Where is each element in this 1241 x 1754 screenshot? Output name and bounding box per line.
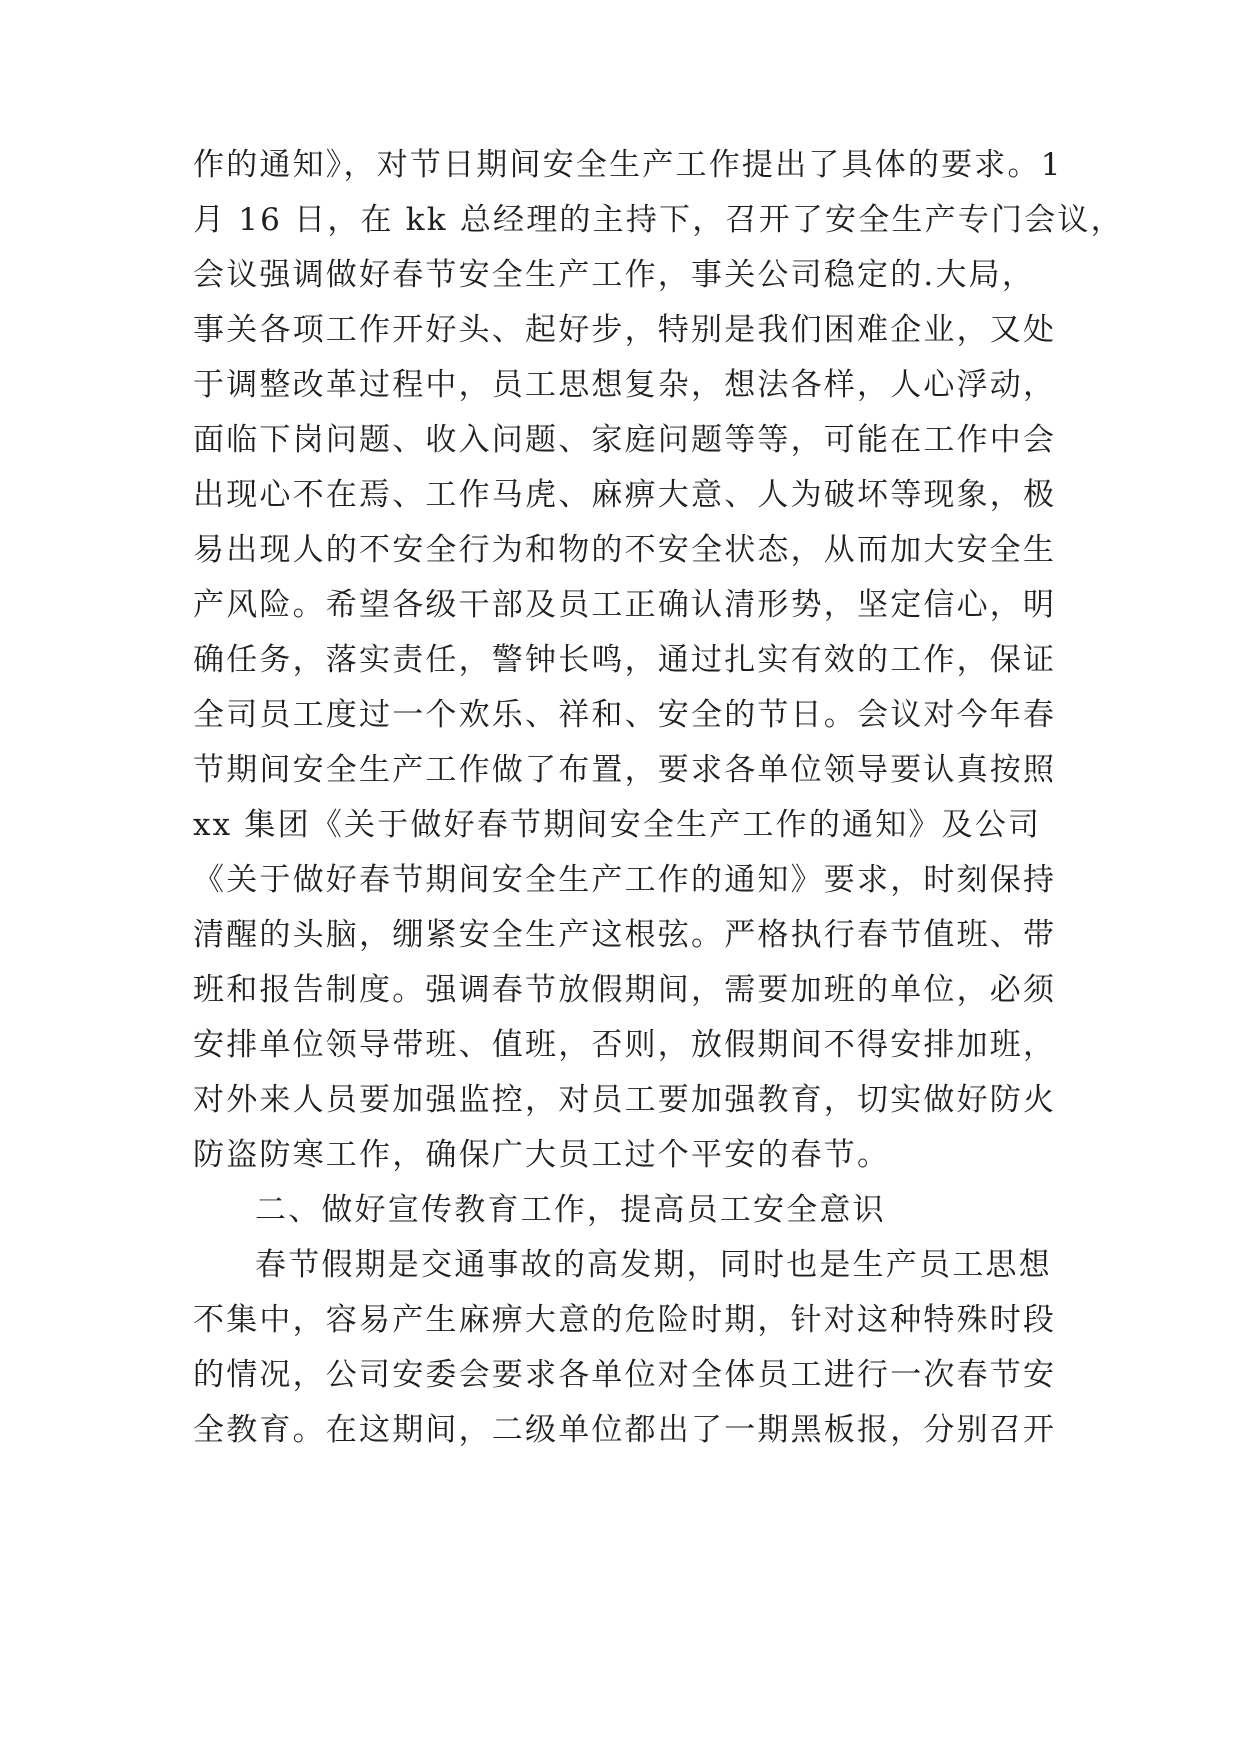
text-line: 的情况，公司安委会要求各单位对全体员工进行一次春节安	[193, 1357, 1057, 1393]
section-heading: 二、做好宣传教育工作，提高员工安全意识	[255, 1192, 886, 1228]
text-line: 节期间安全生产工作做了布置，要求各单位领导要认真按照	[193, 752, 1057, 788]
text-line: 于调整改革过程中，员工思想复杂，想法各样，人心浮动，	[193, 367, 1057, 403]
text-line: 对外来人员要加强监控，对员工要加强教育，切实做好防火	[193, 1082, 1057, 1118]
text-line: 防盗防寒工作，确保广大员工过个平安的春节。	[193, 1137, 891, 1173]
text-line: 安排单位领导带班、值班，否则，放假期间不得安排加班，	[193, 1027, 1057, 1063]
text-line: 作的通知》，对节日期间安全生产工作提出了具体的要求。1	[193, 147, 1063, 183]
text-line: 事关各项工作开好头、起好步，特别是我们困难企业，又处	[193, 312, 1057, 348]
text-line: 《关于做好春节期间安全生产工作的通知》要求，时刻保持	[193, 862, 1057, 898]
text-line: 确任务，落实责任，警钟长鸣，通过扎实有效的工作，保证	[193, 642, 1057, 678]
text-line: 易出现人的不安全行为和物的不安全状态，从而加大安全生	[193, 532, 1057, 568]
text-line: 月 16 日，在 kk 总经理的主持下，召开了安全生产专门会议，	[193, 202, 1124, 238]
text-line: 产风险。希望各级干部及员工正确认清形势，坚定信心，明	[193, 587, 1057, 623]
text-line: 全教育。在这期间，二级单位都出了一期黑板报，分别召开	[193, 1412, 1057, 1448]
text-line: 不集中，容易产生麻痹大意的危险时期，针对这种特殊时段	[193, 1302, 1057, 1338]
text-line: xx 集团《关于做好春节期间安全生产工作的通知》及公司	[193, 807, 1042, 843]
text-line: 全司员工度过一个欢乐、祥和、安全的节日。会议对今年春	[193, 697, 1057, 733]
text-line: 春节假期是交通事故的高发期，同时也是生产员工思想	[255, 1247, 1052, 1283]
text-line: 面临下岗问题、收入问题、家庭问题等等，可能在工作中会	[193, 422, 1057, 458]
text-line: 出现心不在焉、工作马虎、麻痹大意、人为破坏等现象，极	[193, 477, 1057, 513]
text-line: 清醒的头脑，绷紧安全生产这根弦。严格执行春节值班、带	[193, 917, 1057, 953]
text-line: 会议强调做好春节安全生产工作，事关公司稳定的.大局，	[193, 257, 1036, 293]
text-line: 班和报告制度。强调春节放假期间，需要加班的单位，必须	[193, 972, 1057, 1008]
